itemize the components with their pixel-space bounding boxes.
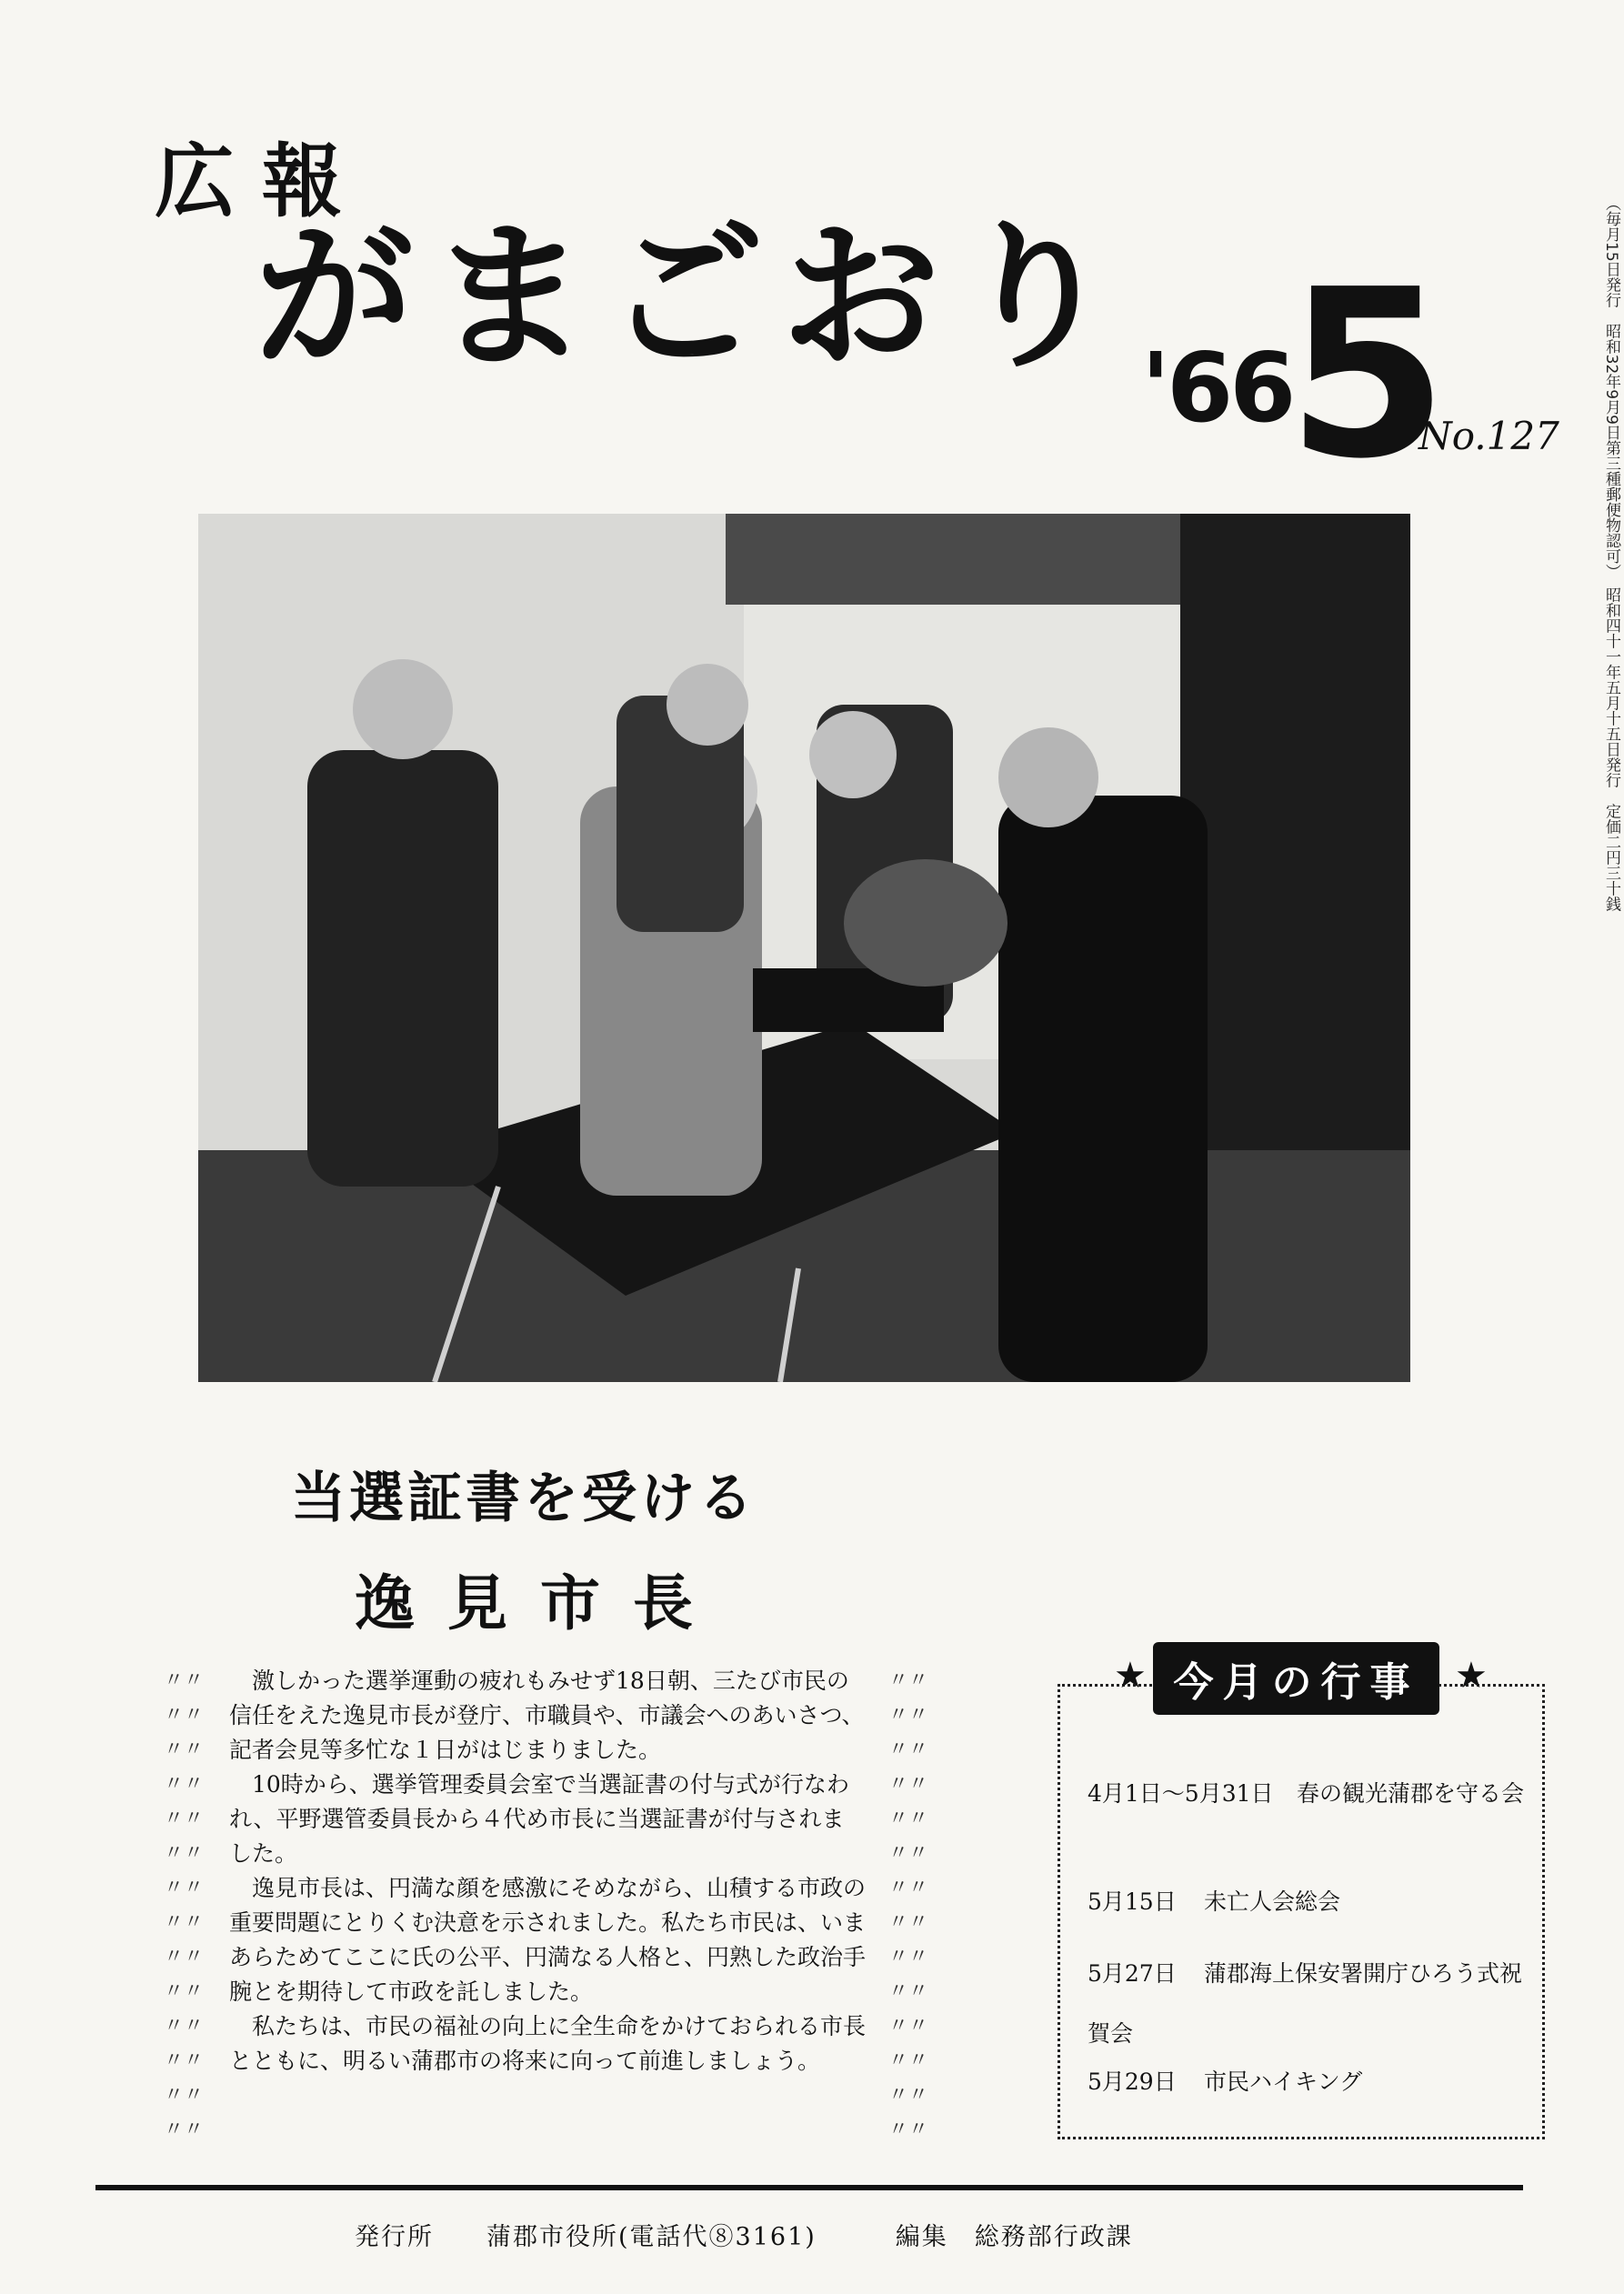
article-body — [229, 1664, 866, 2079]
publisher-phone: (電話代⑧3161) — [618, 2223, 817, 2251]
headline-line2: 逸見市長 — [355, 1568, 726, 1638]
ornament-column-left: 〃〃 〃〃 〃〃 〃〃 〃〃 〃〃 〃〃 〃〃 〃〃 〃〃 〃〃 〃〃 〃〃 〃〃 — [164, 1669, 205, 2141]
article-paragraph: 逸見市長は、円満な顔を感激にそめながら、山積する市政の重要問題にとりくむ決意を示されました。私たち市民は、いまあらためてここに氏の公平、円満なる人格と、円熟した政治手腕とを期待して市政を託しました。 — [229, 1875, 867, 2005]
event-text: 蒲郡海上保安署開庁ひろう式祝賀会 — [1088, 1960, 1523, 2047]
event-date: 5月15日 — [1088, 1888, 1177, 1915]
article-paragraph: 10時から、選挙管理委員会室で当選証書の付与式が行なわれ、平野選管委員長から４代め市長に当選証書が付与されました。 — [229, 1771, 849, 1867]
star-icon: ★ — [1455, 1655, 1488, 1697]
publication-note: （毎月15日発行 昭和32年9月9日第三種郵便物認可） 昭和四十一年五月十五日発行 定価二円三十銭 — [1602, 195, 1620, 912]
publisher-label: 発行所 — [355, 2223, 434, 2251]
event-item — [1088, 1764, 1529, 1824]
masthead-kohou: 広報 — [155, 134, 370, 228]
events-title: 今月の行事 — [1153, 1642, 1439, 1715]
footer — [355, 2217, 1133, 2252]
star-icon: ★ — [1114, 1655, 1147, 1697]
footer-rule — [95, 2185, 1523, 2190]
event-date: 5月29日 — [1088, 2069, 1177, 2095]
cover-photo — [198, 514, 1410, 1382]
event-text: 未亡人会総会 — [1204, 1888, 1341, 1915]
editor-label: 編集 — [895, 2223, 948, 2251]
event-item — [1088, 1944, 1529, 2064]
article-paragraph: 私たちは、市民の福祉の向上に全生命をかけておられる市長とともに、明るい蒲郡市の将来に向って前進しましょう。 — [229, 2013, 867, 2074]
event-date: 4月1日～5月31日 — [1088, 1780, 1274, 1807]
masthead-year: '66 — [1141, 333, 1293, 444]
headline-line1: 当選証書を受ける — [291, 1467, 757, 1530]
cover-photo-illustration — [198, 514, 1410, 1382]
event-date: 5月27日 — [1088, 1960, 1177, 1987]
issue-number: No.127 — [1418, 414, 1559, 458]
event-text: 市民ハイキング — [1204, 2069, 1363, 2095]
ornament-column-right: 〃〃 〃〃 〃〃 〃〃 〃〃 〃〃 〃〃 〃〃 〃〃 〃〃 〃〃 〃〃 〃〃 〃〃 — [888, 1669, 929, 2141]
masthead-title: がまごおり — [255, 205, 1132, 390]
event-item — [1088, 2064, 1529, 2097]
event-text: 春の観光蒲郡を守る会 — [1297, 1780, 1525, 1807]
article-paragraph: 激しかった選挙運動の疲れもみせず18日朝、三たび市民の信任をえた逸見市長が登庁、市職員や、市議会へのあいさつ、記者会見等多忙な１日がはじまりました。 — [229, 1668, 865, 1763]
editor-name: 総務部行政課 — [974, 2223, 1133, 2251]
event-item — [1088, 1884, 1529, 1917]
masthead-month: 5 — [1287, 240, 1449, 510]
publisher-name: 蒲郡市役所 — [486, 2223, 618, 2251]
